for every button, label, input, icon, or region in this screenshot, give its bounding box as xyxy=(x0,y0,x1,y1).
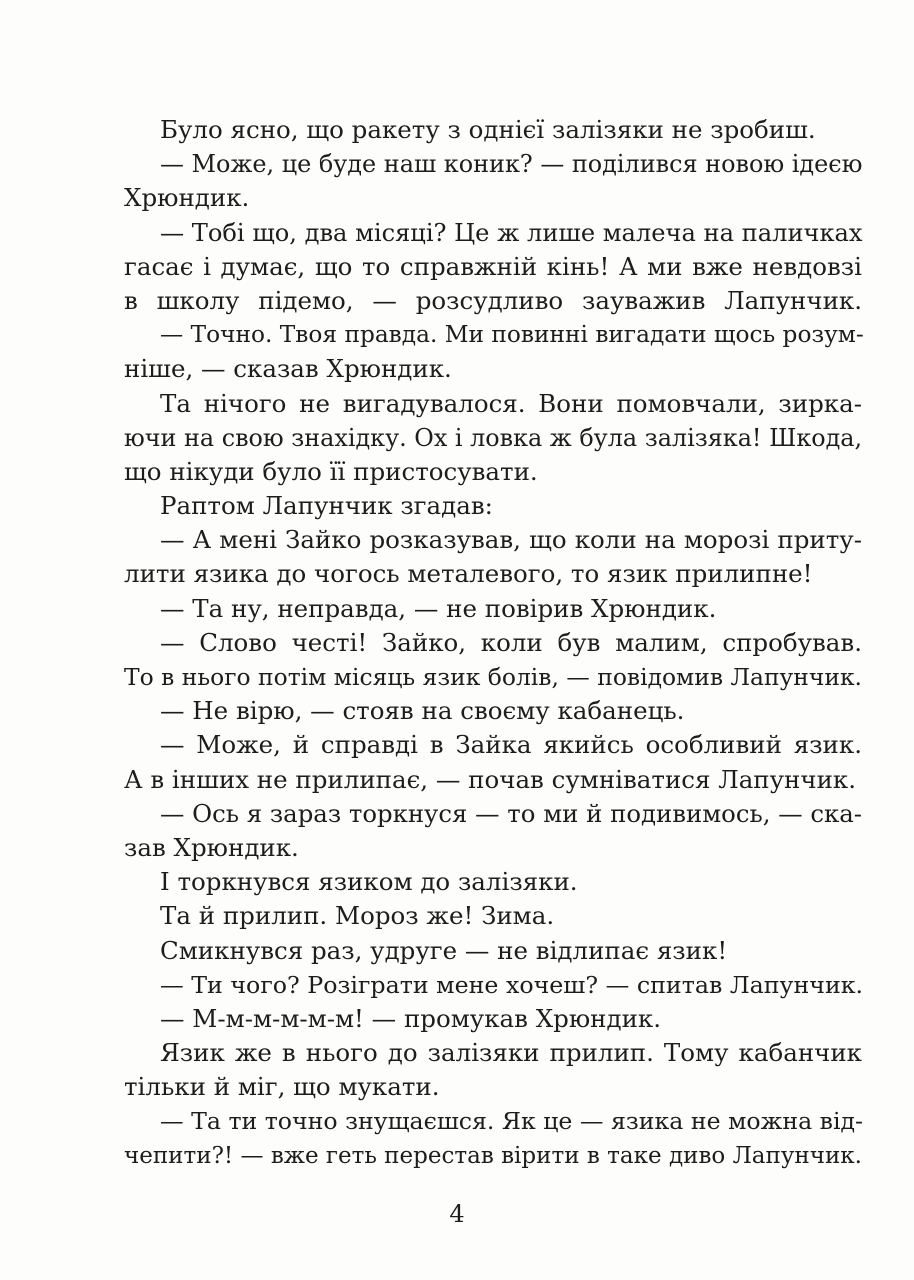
text-line: Раптом Лапунчик згадав: xyxy=(160,491,493,521)
text-line: — Тобі що, два місяці? Це ж лише малеча на паличках xyxy=(160,218,863,247)
text-line: Та нічого не вигадувалося. Вони помовчали, зирка- xyxy=(160,388,862,418)
text-line: То в нього потім місяць язик болів, — повідомив Лапунчик. xyxy=(124,663,862,691)
text-line: зав Хрюндик. xyxy=(124,832,299,862)
text-line: Язик же в нього до залізяки прилип. Тому кабанчик xyxy=(160,1038,862,1068)
text-line: — Слово честі! Зайко, коли був малим, спробував. xyxy=(160,627,862,657)
text-line: — Ось я зараз торкнуся — то ми й подивимось, — ска- xyxy=(160,798,862,828)
text-line: — Не вірю, — стояв на своєму кабанець. xyxy=(160,696,685,726)
text-line: Та й прилип. Мороз же! Зима. xyxy=(160,901,555,931)
text-line: — М-м-м-м-м-м! — промукав Хрюндик. xyxy=(160,1003,662,1033)
text-line: що нікуди було її пристосувати. xyxy=(124,456,538,486)
text-line: ючи на свою знахідку. Ох і ловка ж була залізяка! Шкода, xyxy=(124,423,863,452)
text-line: — Може, й справді в Зайка якийсь особливий язик. xyxy=(160,730,862,760)
text-line: — Точно. Твоя правда. Ми повинні вигадати щось розум- xyxy=(160,321,864,349)
text-line: Хрюндик. xyxy=(124,183,250,213)
text-line: лити язика до чогось металевого, то язик прилипне! xyxy=(124,559,813,589)
text-line: тільки й міг, що мукати. xyxy=(124,1072,440,1102)
text-line: А в інших не прилипає, — почав сумніватися Лапунчик. xyxy=(124,764,856,794)
text-line: — Ти чого? Розіграти мене хочеш? — спитав Лапунчик. xyxy=(160,970,864,999)
text-line: — А мені Зайко розказував, що коли на морозі приту- xyxy=(160,525,862,555)
text-line: ніше, — сказав Хрюндик. xyxy=(124,354,452,384)
text-line: гасає і думає, що то справжній кінь! А ми вже невдовзі xyxy=(124,251,862,281)
text-line: І торкнувся язиком до залізяки. xyxy=(160,867,578,897)
page-number: 4 xyxy=(449,1200,465,1228)
story-text xyxy=(124,113,862,1173)
text-line: Було ясно, що ракету з однієї залізяки не зробиш. xyxy=(160,115,816,144)
text-line: в школу підемо, — розсудливо зауважив Лапунчик. xyxy=(124,285,862,315)
text-line: Смикнувся раз, удруге — не відлипає язик! xyxy=(160,935,728,965)
text-line: — Може, це буде наш коник? — поділився новою ідеєю xyxy=(160,150,863,179)
text-line: — Та ти точно знущаєшся. Як це — язика не можна від- xyxy=(160,1107,864,1136)
text-line: — Та ну, неправда, — не повірив Хрюндик. xyxy=(160,593,717,623)
text-line: чепити?! — вже геть перестав вірити в таке диво Лапунчик. xyxy=(124,1142,862,1169)
